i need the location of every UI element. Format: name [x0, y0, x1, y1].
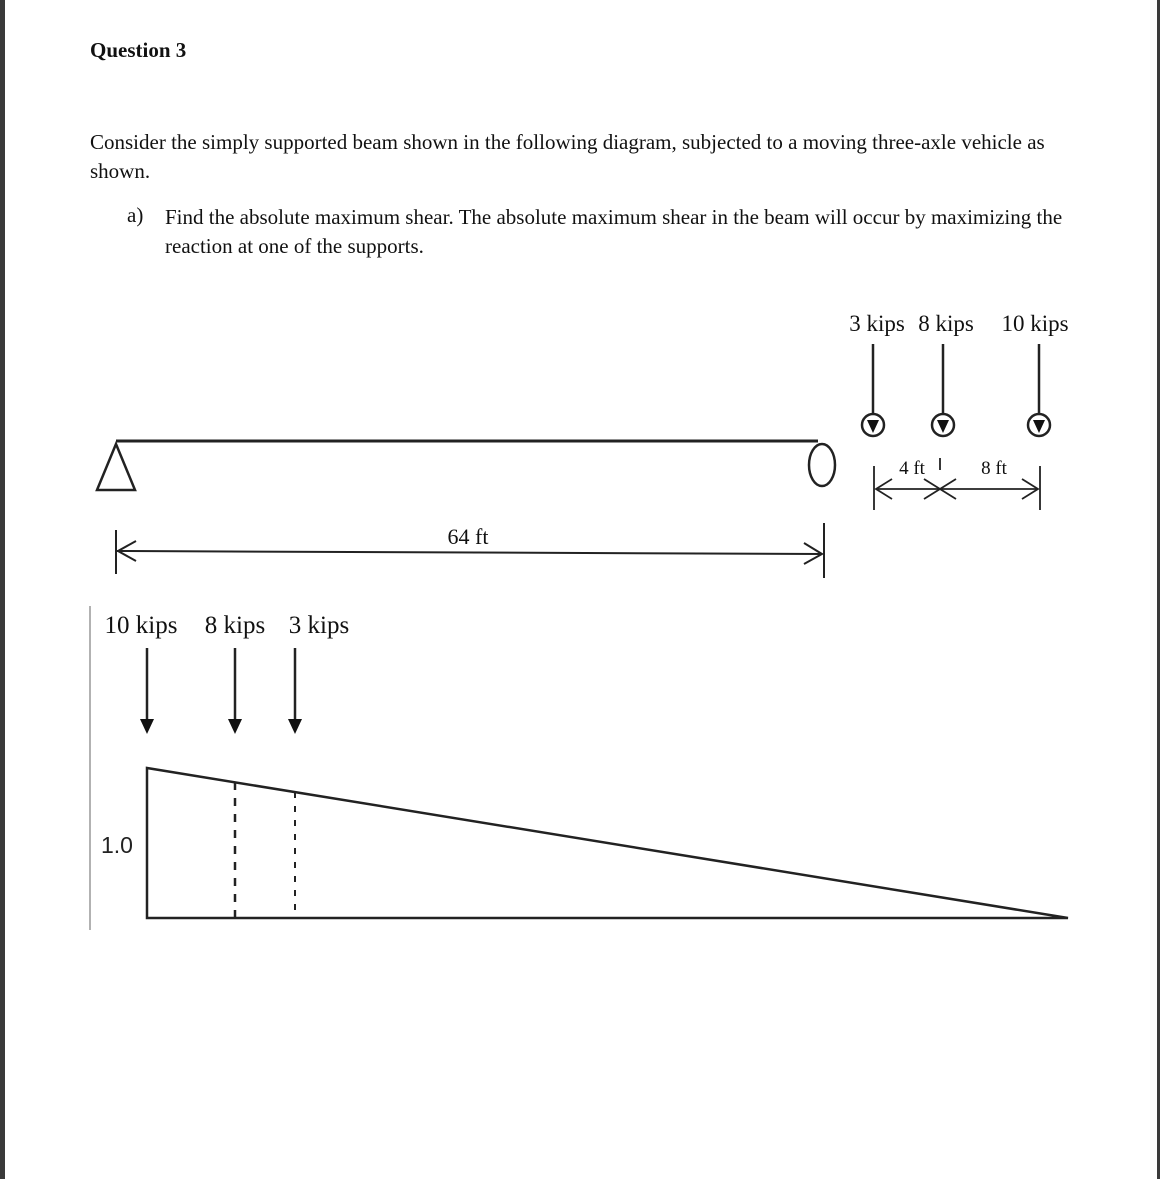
- il-ordinate-label: 1.0: [101, 832, 133, 858]
- il-load-1-label: 10 kips: [104, 612, 178, 639]
- pin-support: [97, 444, 135, 490]
- vehicle-load-2-label: 8 kips: [918, 311, 974, 336]
- part-a-label: a): [127, 203, 144, 227]
- il-load-2-label: 8 kips: [204, 612, 266, 639]
- vehicle-load-1-label: 3 kips: [849, 311, 905, 336]
- vehicle-load-3-label: 10 kips: [1001, 311, 1069, 336]
- span-label: 64 ft: [447, 524, 489, 549]
- question-title: Question 3: [90, 38, 187, 62]
- il-load-arrow-3: [288, 648, 302, 734]
- axle-arrow-3: [1028, 344, 1050, 436]
- axle-spacing-1-label: 4 ft: [899, 458, 925, 479]
- il-load-arrow-1: [140, 648, 154, 734]
- roller-support: [809, 444, 835, 486]
- part-a-text: Find the absolute maximum shear. The absolute maximum shear in the beam will occur by maximizing the reaction at one of the supports.: [165, 205, 1063, 258]
- axle-spacing-2-label: 8 ft: [981, 458, 1007, 479]
- axle-arrow-1: [862, 344, 884, 436]
- axle-arrow-2: [932, 344, 954, 436]
- influence-line-triangle: [147, 768, 1068, 918]
- question-intro: Consider the simply supported beam shown in the following diagram, subjected to a moving three-axle vehicle as shown.: [90, 130, 1045, 183]
- il-load-arrow-2: [228, 648, 242, 734]
- il-load-3-label: 3 kips: [288, 612, 350, 639]
